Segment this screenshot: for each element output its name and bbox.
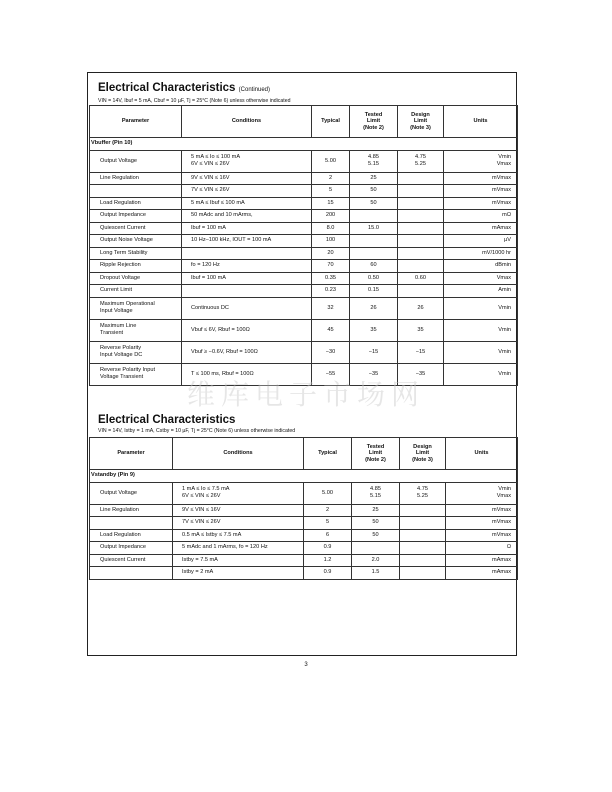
table-row <box>90 185 518 198</box>
design-limit-cell <box>400 567 446 580</box>
design-limit-cell <box>398 235 444 248</box>
conditions-cell: 5 mAdc and 1 mArms, fo = 120 Hz <box>173 542 304 555</box>
header-parameter: Parameter <box>90 106 182 138</box>
tested-limit-cell: 15.0 <box>350 222 398 235</box>
table-row <box>90 247 518 260</box>
parameter-cell: Long Term Stability <box>90 247 182 260</box>
conditions-cell: 5 mA ≤ Io ≤ 100 mA 6V ≤ VIN ≤ 26V <box>182 150 312 172</box>
tested-limit-cell: 50 <box>350 197 398 210</box>
parameter-cell: Output Voltage <box>90 150 182 172</box>
tested-limit-cell <box>350 235 398 248</box>
parameter-cell: Output Impedance <box>90 542 173 555</box>
typical-cell: 5.00 <box>304 482 352 504</box>
design-limit-cell: 0.60 <box>398 272 444 285</box>
conditions-cell: 5 mA ≤ Ibuf ≤ 100 mA <box>182 197 312 210</box>
table-row <box>90 504 518 517</box>
units-cell: Vmin <box>444 319 518 341</box>
header-conditions: Conditions <box>182 106 312 138</box>
conditions-cell: 9V ≤ VIN ≤ 16V <box>182 172 312 185</box>
design-limit-cell <box>398 185 444 198</box>
parameter-cell <box>90 517 173 530</box>
typical-cell: 1.2 <box>304 554 352 567</box>
table-row <box>90 363 518 385</box>
conditions-cell: Istby = 2 mA <box>173 567 304 580</box>
tested-limit-cell: 26 <box>350 297 398 319</box>
table-row <box>90 222 518 235</box>
typical-cell: 45 <box>312 319 350 341</box>
table-row <box>90 297 518 319</box>
conditions-cell: 0.5 mA ≤ Istby ≤ 7.5 mA <box>173 529 304 542</box>
tested-limit-cell <box>350 210 398 223</box>
tested-limit-cell: 4.85 5.15 <box>352 482 400 504</box>
conditions-cell: 1 mA ≤ Io ≤ 7.5 mA 6V ≤ VIN ≤ 26V <box>173 482 304 504</box>
units-cell: mAmax <box>444 222 518 235</box>
table-row <box>90 529 518 542</box>
conditions-cell: T ≤ 100 ms, Rbuf = 100Ω <box>182 363 312 385</box>
section-title: Electrical Characteristics <box>98 414 236 426</box>
table-row <box>90 172 518 185</box>
units-cell: mVmax <box>446 517 518 530</box>
table-row <box>90 567 518 580</box>
header-design-limit: Design Limit (Note 3) <box>400 438 446 470</box>
typical-cell: 6 <box>304 529 352 542</box>
parameter-cell: Load Regulation <box>90 197 182 210</box>
conditions-cell: 9V ≤ VIN ≤ 16V <box>173 504 304 517</box>
units-cell: mAmax <box>446 554 518 567</box>
typical-cell: 100 <box>312 235 350 248</box>
parameter-cell: Output Impedance <box>90 210 182 223</box>
typical-cell: 70 <box>312 260 350 273</box>
parameter-cell: Ripple Rejection <box>90 260 182 273</box>
table-row <box>90 235 518 248</box>
typical-cell: 5 <box>304 517 352 530</box>
section-title: Electrical Characteristics (Continued) <box>98 82 271 94</box>
parameter-cell: Reverse Polarity Input Voltage DC <box>90 341 182 363</box>
parameter-cell: Line Regulation <box>90 504 173 517</box>
design-limit-cell <box>398 210 444 223</box>
test-conditions: VIN = 14V, Istby = 1 mA, Cstby = 10 µF, Tj = 25°C (Note 6) unless otherwise indicated <box>98 428 296 434</box>
typical-cell: 0.23 <box>312 285 350 298</box>
typical-cell: −30 <box>312 341 350 363</box>
design-limit-cell: 26 <box>398 297 444 319</box>
table-row <box>90 554 518 567</box>
test-conditions: VIN = 14V, Ibuf = 5 mA, Cbuf = 10 µF, Tj = 25°C (Note 6) unless otherwise indicated <box>98 98 291 104</box>
units-cell: mVmax <box>446 529 518 542</box>
tested-limit-cell: 2.0 <box>352 554 400 567</box>
conditions-cell: 50 mAdc and 10 mArms, <box>182 210 312 223</box>
conditions-cell: 7V ≤ VIN ≤ 26V <box>182 185 312 198</box>
units-cell: mVmax <box>444 185 518 198</box>
parameter-cell: Line Regulation <box>90 172 182 185</box>
units-cell: Vmax <box>444 272 518 285</box>
group-label: Vstandby (Pin 9) <box>90 470 518 483</box>
tested-limit-cell: −15 <box>350 341 398 363</box>
typical-cell: 2 <box>312 172 350 185</box>
conditions-cell: Ibuf = 100 mA <box>182 272 312 285</box>
table-row <box>90 542 518 555</box>
tested-limit-cell: 4.85 5.15 <box>350 150 398 172</box>
design-limit-cell: −35 <box>398 363 444 385</box>
table-row <box>90 482 518 504</box>
units-cell: mVmax <box>446 504 518 517</box>
table-row <box>90 517 518 530</box>
typical-cell: 0.35 <box>312 272 350 285</box>
design-limit-cell <box>398 260 444 273</box>
table-row <box>90 272 518 285</box>
header-design-limit: Design Limit (Note 3) <box>398 106 444 138</box>
tested-limit-cell: 35 <box>350 319 398 341</box>
units-cell: dBmin <box>444 260 518 273</box>
units-cell: Vmin <box>444 363 518 385</box>
conditions-cell: Ibuf = 100 mA <box>182 222 312 235</box>
design-limit-cell <box>400 554 446 567</box>
table-row <box>90 285 518 298</box>
page-number: 3 <box>304 662 308 668</box>
group-label: Vbuffer (Pin 10) <box>90 138 518 151</box>
table-row <box>90 319 518 341</box>
design-limit-cell: −15 <box>398 341 444 363</box>
design-limit-cell: 4.75 5.25 <box>400 482 446 504</box>
parameter-cell: Quiescent Current <box>90 554 173 567</box>
tested-limit-cell: 50 <box>350 185 398 198</box>
design-limit-cell <box>400 517 446 530</box>
design-limit-cell <box>398 285 444 298</box>
design-limit-cell <box>398 247 444 260</box>
typical-cell: 0.9 <box>304 542 352 555</box>
design-limit-cell: 35 <box>398 319 444 341</box>
units-cell: mVmax <box>444 172 518 185</box>
continued-label: (Continued) <box>238 87 271 93</box>
parameter-cell: Reverse Polarity Input Voltage Transient <box>90 363 182 385</box>
units-cell: Vmin Vmax <box>446 482 518 504</box>
design-limit-cell <box>400 542 446 555</box>
tested-limit-cell: 1.5 <box>352 567 400 580</box>
conditions-cell <box>182 247 312 260</box>
header-tested-limit: Tested Limit (Note 2) <box>352 438 400 470</box>
units-cell: Vmin Vmax <box>444 150 518 172</box>
units-cell: mV/1000 hr <box>444 247 518 260</box>
header-typical: Typical <box>304 438 352 470</box>
header-tested-limit: Tested Limit (Note 2) <box>350 106 398 138</box>
typical-cell: 5 <box>312 185 350 198</box>
design-limit-cell <box>400 504 446 517</box>
conditions-cell: Istby = 7.5 mA <box>173 554 304 567</box>
typical-cell: 2 <box>304 504 352 517</box>
parameter-cell: Maximum Operational Input Voltage <box>90 297 182 319</box>
tested-limit-cell: 0.15 <box>350 285 398 298</box>
typical-cell: 5.00 <box>312 150 350 172</box>
table-row <box>90 210 518 223</box>
design-limit-cell <box>398 197 444 210</box>
conditions-cell: fo = 120 Hz <box>182 260 312 273</box>
table-row <box>90 150 518 172</box>
conditions-cell: Vbuf ≤ 6V, Rbuf = 100Ω <box>182 319 312 341</box>
units-cell: mVmax <box>444 197 518 210</box>
units-cell: Vmin <box>444 297 518 319</box>
conditions-cell: 7V ≤ VIN ≤ 26V <box>173 517 304 530</box>
tested-limit-cell: 25 <box>350 172 398 185</box>
conditions-cell <box>182 285 312 298</box>
parameter-cell <box>90 185 182 198</box>
header-typical: Typical <box>312 106 350 138</box>
tested-limit-cell <box>350 247 398 260</box>
conditions-cell: Continuous DC <box>182 297 312 319</box>
tested-limit-cell: 0.50 <box>350 272 398 285</box>
parameter-cell: Output Voltage <box>90 482 173 504</box>
tested-limit-cell <box>352 542 400 555</box>
design-limit-cell <box>398 222 444 235</box>
typical-cell: 0.9 <box>304 567 352 580</box>
design-limit-cell <box>398 172 444 185</box>
units-cell: Vmin <box>444 341 518 363</box>
conditions-cell: 10 Hz–100 kHz, IOUT = 100 mA <box>182 235 312 248</box>
header-units: Units <box>446 438 518 470</box>
watermark: 维库电子市场网 <box>186 378 425 411</box>
typical-cell: 20 <box>312 247 350 260</box>
parameter-cell: Output Noise Voltage <box>90 235 182 248</box>
parameter-cell: Current Limit <box>90 285 182 298</box>
parameter-cell: Maximum Line Transient <box>90 319 182 341</box>
typical-cell: 32 <box>312 297 350 319</box>
header-conditions: Conditions <box>173 438 304 470</box>
section-buffer <box>91 81 511 380</box>
units-cell: Ω <box>446 542 518 555</box>
units-cell: mΩ <box>444 210 518 223</box>
units-cell: µV <box>444 235 518 248</box>
parameter-cell: Dropout Voltage <box>90 272 182 285</box>
datasheet-frame <box>87 72 517 656</box>
design-limit-cell: 4.75 5.25 <box>398 150 444 172</box>
conditions-cell: Vbuf ≥ −0.6V, Rbuf = 100Ω <box>182 341 312 363</box>
tested-limit-cell: 60 <box>350 260 398 273</box>
typical-cell: 15 <box>312 197 350 210</box>
tested-limit-cell: −35 <box>350 363 398 385</box>
typical-cell: −55 <box>312 363 350 385</box>
table-row <box>90 341 518 363</box>
typical-cell: 8.0 <box>312 222 350 235</box>
parameter-cell <box>90 567 173 580</box>
design-limit-cell <box>400 529 446 542</box>
tested-limit-cell: 25 <box>352 504 400 517</box>
header-parameter: Parameter <box>90 438 173 470</box>
table-row <box>90 260 518 273</box>
parameter-cell: Quiescent Current <box>90 222 182 235</box>
standby-characteristics-table <box>89 437 518 580</box>
table-row <box>90 197 518 210</box>
parameter-cell: Load Regulation <box>90 529 173 542</box>
tested-limit-cell: 50 <box>352 517 400 530</box>
tested-limit-cell: 50 <box>352 529 400 542</box>
section-standby <box>91 413 511 576</box>
header-units: Units <box>444 106 518 138</box>
buffer-characteristics-table <box>89 105 518 386</box>
units-cell: Amin <box>444 285 518 298</box>
typical-cell: 200 <box>312 210 350 223</box>
units-cell: mAmax <box>446 567 518 580</box>
